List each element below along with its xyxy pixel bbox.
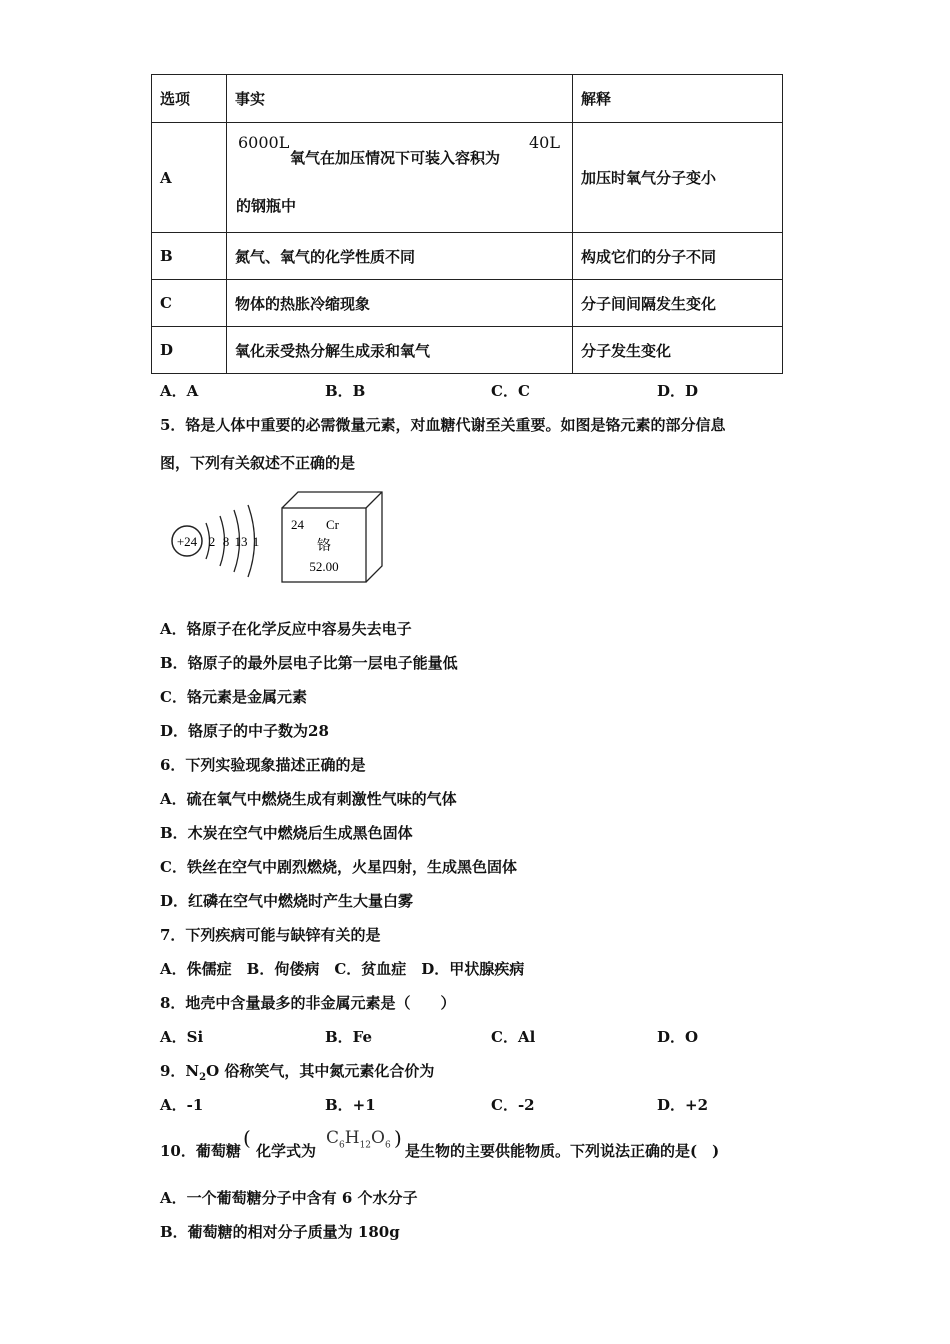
volume-40l: 40L xyxy=(529,133,560,152)
element-symbol: Cr xyxy=(326,517,339,532)
row-fact xyxy=(235,123,564,232)
q9-option-d: D．+2 xyxy=(657,1096,709,1114)
q8-option-d: D．O xyxy=(657,1028,699,1046)
header-option: 选项 xyxy=(152,75,227,123)
q6-option-b: B．木炭在空气中燃烧后生成黑色固体 xyxy=(160,824,413,842)
q6-stem: 6．下列实验现象描述正确的是 xyxy=(160,756,366,774)
table-row xyxy=(152,123,783,233)
row-fact: 氧化汞受热分解生成汞和氧气 xyxy=(227,327,573,374)
atomic-number: 24 xyxy=(291,517,304,532)
q10-stem-prefix: 10．葡萄糖 xyxy=(160,1142,241,1160)
shell-count-3: 13 xyxy=(234,534,248,549)
q10-formula-label: 化学式为 xyxy=(256,1142,317,1160)
q10-option-a: A．一个葡萄糖分子中含有 6 个水分子 xyxy=(160,1189,418,1207)
row-option: B xyxy=(152,233,227,280)
q4-option-c: C．C xyxy=(491,382,530,400)
row-explanation: 加压时氧气分子变小 xyxy=(573,123,783,233)
atomic-mass: 52.00 xyxy=(309,559,339,574)
q10-stem-suffix: 是生物的主要供能物质。下列说法正确的是( ) xyxy=(405,1142,720,1160)
q9-stem-prefix: 9．N xyxy=(160,1062,200,1080)
q8-stem: 8．地壳中含量最多的非金属元素是（ ） xyxy=(160,994,456,1012)
q9-subscript: 2 xyxy=(199,1072,207,1083)
q7-stem: 7．下列疾病可能与缺锌有关的是 xyxy=(160,926,381,944)
atom-structure-diagram xyxy=(172,505,259,577)
q8-option-b: B．Fe xyxy=(325,1028,373,1046)
q9-stem-suffix: O 俗称笑气，其中氮元素化合价为 xyxy=(206,1062,435,1080)
table-row xyxy=(152,327,783,374)
q8-option-a: A．Si xyxy=(160,1028,204,1046)
table-row xyxy=(152,233,783,280)
fact-text-end: 的钢瓶中 xyxy=(236,197,297,215)
q7-options: A．侏儒症 B．佝偻病 C．贫血症 D．甲状腺疾病 xyxy=(160,960,525,978)
q6-option-d: D．红磷在空气中燃烧时产生大量白雾 xyxy=(160,892,414,910)
row-fact: 物体的热胀冷缩现象 xyxy=(227,280,573,327)
facts-table xyxy=(151,74,783,374)
chromium-diagram xyxy=(160,488,390,588)
q6-option-a: A．硫在氧气中燃烧生成有刺激性气味的气体 xyxy=(160,790,457,808)
row-option: D xyxy=(152,327,227,374)
header-fact: 事实 xyxy=(227,75,573,123)
q5-option-b: B．铬原子的最外层电子比第一层电子能量低 xyxy=(160,654,458,672)
element-name: 铬 xyxy=(317,538,331,554)
q5-option-c: C．铬元素是金属元素 xyxy=(160,688,307,706)
q5-stem-line1: 5．铬是人体中重要的必需微量元素，对血糖代谢至关重要。如图是铬元素的部分信息 xyxy=(160,416,726,434)
q8-option-c: C．Al xyxy=(491,1028,536,1046)
q10-formula: $C_6H_{12}O_6$ xyxy=(326,1128,391,1151)
q4-option-d: D．D xyxy=(657,382,699,400)
row-option: C xyxy=(152,280,227,327)
q4-option-a: A．A xyxy=(160,382,199,400)
q9-option-c: C．-2 xyxy=(491,1096,535,1114)
fact-text: 氧气在加压情况下可装入容积为 xyxy=(290,149,501,167)
q10-option-b: B．葡萄糖的相对分子质量为 180g xyxy=(160,1223,400,1241)
row-fact: 氮气、氧气的化学性质不同 xyxy=(227,233,573,280)
row-explanation: 分子发生变化 xyxy=(573,327,783,374)
q6-option-c: C．铁丝在空气中剧烈燃烧，火星四射，生成黑色固体 xyxy=(160,858,517,876)
row-explanation: 构成它们的分子不同 xyxy=(573,233,783,280)
q10-paren-close: ) xyxy=(394,1126,402,1150)
table-row xyxy=(152,280,783,327)
element-cell xyxy=(282,492,382,582)
q4-option-b: B．B xyxy=(325,382,366,400)
header-explanation: 解释 xyxy=(573,75,783,123)
row-explanation: 分子间间隔发生变化 xyxy=(573,280,783,327)
q10-paren-open: ( xyxy=(243,1126,251,1150)
table-header-row xyxy=(152,75,783,123)
nucleus-charge: +24 xyxy=(176,534,198,549)
row-option: A xyxy=(152,123,227,233)
q5-option-d: D．铬原子的中子数为28 xyxy=(160,722,329,740)
q5-stem-line2: 图，下列有关叙述不正确的是 xyxy=(160,454,356,472)
q5-option-a: A．铬原子在化学反应中容易失去电子 xyxy=(160,620,412,638)
shell-count-2: 8 xyxy=(222,534,230,549)
volume-6000l: 6000L xyxy=(238,133,290,152)
q9-option-a: A．-1 xyxy=(160,1096,204,1114)
q9-option-b: B．+1 xyxy=(325,1096,376,1114)
shell-count-1: 2 xyxy=(208,534,216,549)
q9-stem xyxy=(160,1060,434,1083)
shell-count-4: 1 xyxy=(252,534,260,549)
